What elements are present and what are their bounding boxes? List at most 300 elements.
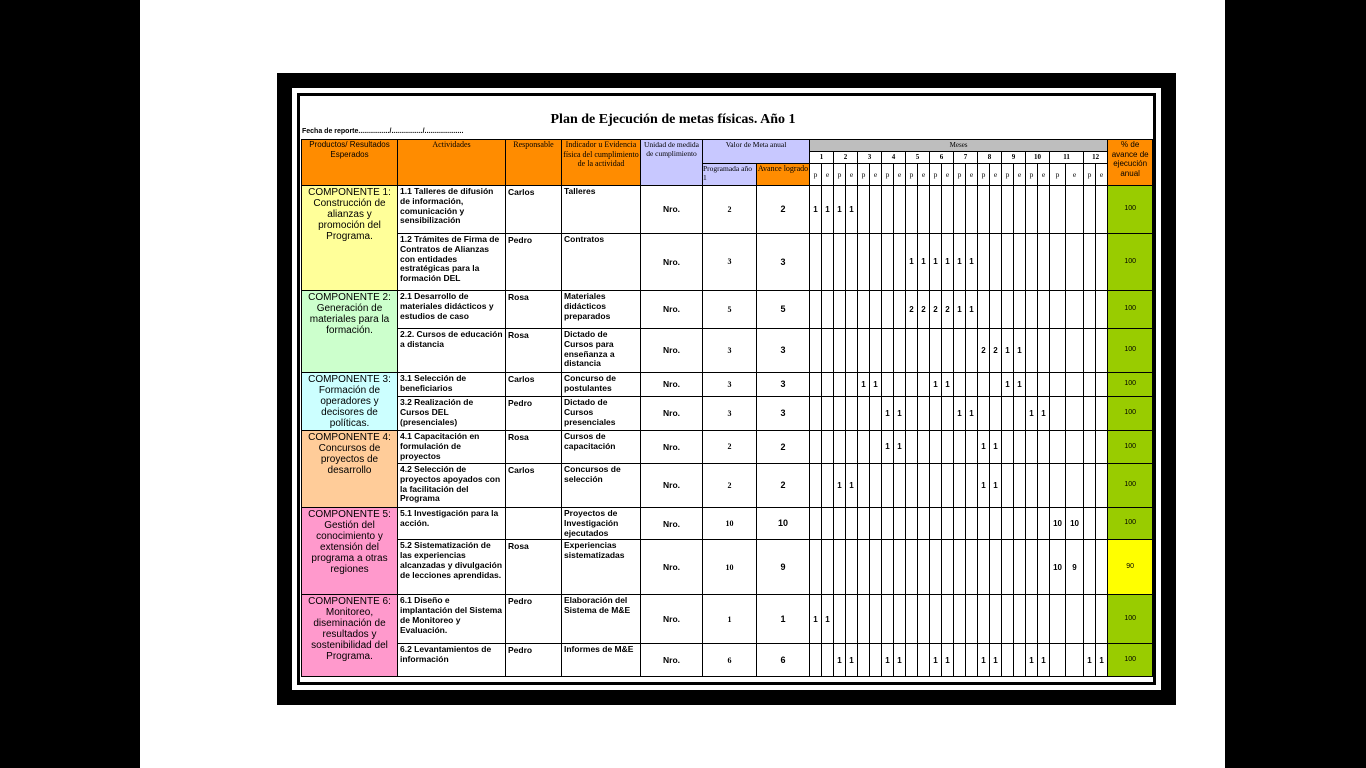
- pe-label: p: [906, 164, 918, 186]
- programada-cell: 3: [703, 234, 757, 291]
- month-value-cell: [834, 373, 846, 397]
- month-value-cell: 1: [918, 234, 930, 291]
- programada-cell: 10: [703, 508, 757, 540]
- pe-label: e: [1038, 164, 1050, 186]
- month-value-cell: [810, 373, 822, 397]
- month-value-cell: [894, 508, 906, 540]
- month-value-cell: 1: [942, 644, 954, 677]
- month-value-cell: [810, 540, 822, 595]
- month-value-cell: [918, 431, 930, 464]
- month-value-cell: [978, 508, 990, 540]
- month-value-cell: [1026, 595, 1038, 644]
- month-value-cell: [1050, 431, 1066, 464]
- month-value-cell: [1026, 508, 1038, 540]
- month-header: 5: [906, 152, 930, 164]
- month-value-cell: 1: [942, 373, 954, 397]
- month-value-cell: [1002, 234, 1014, 291]
- month-value-cell: [1050, 595, 1066, 644]
- month-value-cell: [834, 540, 846, 595]
- activity-cell: 4.1 Capacitación en formulación de proyectos: [398, 431, 506, 464]
- month-value-cell: [822, 540, 834, 595]
- month-value-cell: [834, 291, 846, 329]
- header-productos: Productos/ Resultados Esperados: [302, 140, 398, 186]
- unidad-cell: Nro.: [641, 397, 703, 431]
- responsable-cell: Pedro: [506, 595, 562, 644]
- month-value-cell: [966, 540, 978, 595]
- month-value-cell: [810, 508, 822, 540]
- avance-cell: 10: [757, 508, 810, 540]
- month-value-cell: [858, 595, 870, 644]
- table-row: [302, 644, 1153, 677]
- table-row: [302, 595, 1153, 644]
- month-value-cell: 2: [990, 329, 1002, 373]
- month-value-cell: [978, 234, 990, 291]
- month-value-cell: [894, 373, 906, 397]
- pct-cell: 100: [1108, 431, 1153, 464]
- month-value-cell: [822, 397, 834, 431]
- table-row: [302, 329, 1153, 373]
- month-value-cell: [966, 464, 978, 508]
- month-value-cell: [846, 234, 858, 291]
- programada-cell: 3: [703, 373, 757, 397]
- responsable-cell: Rosa: [506, 540, 562, 595]
- page-title: Plan de Ejecución de metas físicas. Año 1: [550, 112, 796, 127]
- unidad-cell: Nro.: [641, 464, 703, 508]
- month-value-cell: [906, 329, 918, 373]
- responsable-cell: Pedro: [506, 644, 562, 677]
- header-valor-meta: Valor de Meta anual: [703, 140, 810, 164]
- month-value-cell: [954, 595, 966, 644]
- month-value-cell: 1: [846, 186, 858, 234]
- month-value-cell: [1002, 291, 1014, 329]
- pct-cell: 100: [1108, 397, 1153, 431]
- month-value-cell: [882, 595, 894, 644]
- pe-label: p: [1026, 164, 1038, 186]
- month-value-cell: [858, 431, 870, 464]
- month-value-cell: [858, 644, 870, 677]
- pe-label: e: [942, 164, 954, 186]
- table-row: [302, 431, 1153, 464]
- responsable-cell: Carlos: [506, 373, 562, 397]
- pe-label: e: [870, 164, 882, 186]
- month-value-cell: [1038, 291, 1050, 329]
- month-value-cell: [834, 234, 846, 291]
- table-row: [302, 234, 1153, 291]
- month-value-cell: [990, 234, 1002, 291]
- month-value-cell: 1: [1014, 373, 1026, 397]
- month-value-cell: [858, 397, 870, 431]
- month-value-cell: [1084, 291, 1096, 329]
- responsable-cell: Rosa: [506, 291, 562, 329]
- month-value-cell: [990, 186, 1002, 234]
- month-value-cell: 1: [966, 291, 978, 329]
- month-value-cell: [822, 373, 834, 397]
- month-value-cell: [1050, 234, 1066, 291]
- header-meses: Meses: [810, 140, 1108, 152]
- month-value-cell: 1: [978, 431, 990, 464]
- month-value-cell: [846, 373, 858, 397]
- month-value-cell: [1026, 186, 1038, 234]
- programada-cell: 2: [703, 431, 757, 464]
- month-value-cell: 1: [834, 644, 846, 677]
- month-value-cell: [1014, 186, 1026, 234]
- month-value-cell: [1014, 644, 1026, 677]
- month-value-cell: 10: [1050, 540, 1066, 595]
- month-value-cell: [1066, 291, 1084, 329]
- month-value-cell: 1: [1002, 329, 1014, 373]
- month-value-cell: [858, 234, 870, 291]
- month-value-cell: [918, 464, 930, 508]
- month-value-cell: [1084, 397, 1096, 431]
- pct-cell: 100: [1108, 234, 1153, 291]
- month-value-cell: [846, 508, 858, 540]
- month-value-cell: [834, 595, 846, 644]
- month-value-cell: 1: [1084, 644, 1096, 677]
- month-value-cell: [1096, 431, 1108, 464]
- pe-label: e: [846, 164, 858, 186]
- month-value-cell: 1: [882, 644, 894, 677]
- month-value-cell: [870, 464, 882, 508]
- table-row: [302, 373, 1153, 397]
- activity-cell: 2.2. Cursos de educación a distancia: [398, 329, 506, 373]
- month-value-cell: [1084, 431, 1096, 464]
- month-value-cell: [810, 291, 822, 329]
- month-value-cell: [918, 373, 930, 397]
- indicador-cell: Cursos de capacitación: [562, 431, 641, 464]
- avance-cell: 6: [757, 644, 810, 677]
- month-value-cell: [1050, 373, 1066, 397]
- header-actividades: Actividades: [398, 140, 506, 186]
- indicador-cell: Talleres: [562, 186, 641, 234]
- month-value-cell: 1: [978, 464, 990, 508]
- month-value-cell: 1: [942, 234, 954, 291]
- month-value-cell: [858, 329, 870, 373]
- avance-cell: 2: [757, 186, 810, 234]
- month-value-cell: [1002, 397, 1014, 431]
- month-value-cell: [906, 186, 918, 234]
- month-header: 3: [858, 152, 882, 164]
- month-value-cell: 1: [810, 186, 822, 234]
- month-value-cell: [1038, 464, 1050, 508]
- pct-cell: 90: [1108, 540, 1153, 595]
- responsable-cell: Carlos: [506, 186, 562, 234]
- table-row: [302, 291, 1153, 329]
- month-value-cell: 1: [1038, 644, 1050, 677]
- month-value-cell: [894, 540, 906, 595]
- month-header: 1: [810, 152, 834, 164]
- pe-label: e: [1066, 164, 1084, 186]
- unidad-cell: Nro.: [641, 291, 703, 329]
- month-value-cell: [978, 595, 990, 644]
- month-value-cell: [822, 291, 834, 329]
- month-value-cell: [1038, 508, 1050, 540]
- month-value-cell: [1096, 595, 1108, 644]
- month-value-cell: [846, 291, 858, 329]
- month-value-cell: [906, 397, 918, 431]
- activity-cell: 6.2 Levantamientos de información: [398, 644, 506, 677]
- indicador-cell: Concursos de selección: [562, 464, 641, 508]
- month-value-cell: [990, 397, 1002, 431]
- month-value-cell: [1050, 186, 1066, 234]
- month-header: 2: [834, 152, 858, 164]
- table-row: [302, 540, 1153, 595]
- month-value-cell: 1: [954, 291, 966, 329]
- activity-cell: 6.1 Diseño e implantación del Sistema de Monitoreo y Evaluación.: [398, 595, 506, 644]
- month-value-cell: 1: [846, 464, 858, 508]
- month-value-cell: [954, 329, 966, 373]
- month-value-cell: [1038, 373, 1050, 397]
- month-value-cell: 1: [954, 397, 966, 431]
- month-value-cell: [942, 595, 954, 644]
- header-programada: Programada año 1: [703, 164, 757, 186]
- month-value-cell: 1: [930, 234, 942, 291]
- unidad-cell: Nro.: [641, 329, 703, 373]
- month-value-cell: [1002, 464, 1014, 508]
- month-value-cell: [858, 186, 870, 234]
- month-value-cell: [810, 329, 822, 373]
- month-value-cell: [822, 644, 834, 677]
- activity-cell: 3.1 Selección de beneficiarios: [398, 373, 506, 397]
- month-value-cell: 1: [1026, 397, 1038, 431]
- month-value-cell: [882, 291, 894, 329]
- month-header: 11: [1050, 152, 1084, 164]
- responsable-cell: Rosa: [506, 329, 562, 373]
- month-value-cell: [966, 508, 978, 540]
- month-value-cell: [906, 644, 918, 677]
- month-value-cell: [870, 329, 882, 373]
- component-cell: COMPONENTE 3: Formación de operadores y decisores de políticas.: [302, 373, 398, 431]
- month-value-cell: [1038, 234, 1050, 291]
- programada-cell: 2: [703, 186, 757, 234]
- programada-cell: 5: [703, 291, 757, 329]
- month-value-cell: [1026, 431, 1038, 464]
- month-value-cell: [846, 397, 858, 431]
- pe-label: e: [966, 164, 978, 186]
- month-value-cell: [942, 431, 954, 464]
- month-value-cell: [942, 508, 954, 540]
- avance-cell: 3: [757, 234, 810, 291]
- month-value-cell: [870, 397, 882, 431]
- month-value-cell: [918, 595, 930, 644]
- month-value-cell: [1038, 186, 1050, 234]
- month-value-cell: 1: [834, 186, 846, 234]
- month-value-cell: [1096, 464, 1108, 508]
- pe-label: p: [1002, 164, 1014, 186]
- month-value-cell: [1084, 373, 1096, 397]
- month-value-cell: [1084, 464, 1096, 508]
- component-cell: COMPONENTE 2: Generación de materiales para la formación.: [302, 291, 398, 373]
- month-value-cell: [906, 595, 918, 644]
- month-value-cell: [870, 234, 882, 291]
- month-value-cell: [846, 329, 858, 373]
- month-value-cell: [918, 186, 930, 234]
- month-value-cell: [1066, 464, 1084, 508]
- month-value-cell: 2: [918, 291, 930, 329]
- pe-label: e: [822, 164, 834, 186]
- month-value-cell: 1: [1096, 644, 1108, 677]
- month-value-cell: [1038, 431, 1050, 464]
- activity-cell: 5.2 Sistematización de las experiencias alcanzadas y divulgación de lecciones aprendidas.: [398, 540, 506, 595]
- month-value-cell: 1: [1026, 644, 1038, 677]
- month-value-cell: [918, 397, 930, 431]
- indicador-cell: Elaboración del Sistema de M&E: [562, 595, 641, 644]
- activity-cell: 5.1 Investigación para la acción.: [398, 508, 506, 540]
- pct-cell: 100: [1108, 644, 1153, 677]
- month-value-cell: [930, 329, 942, 373]
- pe-label: p: [858, 164, 870, 186]
- pe-label: e: [1096, 164, 1108, 186]
- month-value-cell: [978, 373, 990, 397]
- month-value-cell: [858, 540, 870, 595]
- header-responsable: Responsable: [506, 140, 562, 186]
- month-value-cell: [930, 186, 942, 234]
- month-value-cell: [834, 329, 846, 373]
- month-value-cell: 1: [870, 373, 882, 397]
- month-value-cell: [1014, 291, 1026, 329]
- unidad-cell: Nro.: [641, 595, 703, 644]
- pe-label: p: [930, 164, 942, 186]
- month-value-cell: [1084, 540, 1096, 595]
- month-value-cell: [1050, 329, 1066, 373]
- month-header: 12: [1084, 152, 1108, 164]
- month-value-cell: [954, 186, 966, 234]
- responsable-cell: Carlos: [506, 464, 562, 508]
- month-header: 10: [1026, 152, 1050, 164]
- avance-cell: 2: [757, 431, 810, 464]
- month-value-cell: [1038, 595, 1050, 644]
- month-value-cell: 1: [990, 644, 1002, 677]
- component-cell: COMPONENTE 1: Construcción de alianzas y promoción del Programa.: [302, 186, 398, 291]
- activity-cell: 4.2 Selección de proyectos apoyados con la facilitación del Programa: [398, 464, 506, 508]
- month-value-cell: [942, 397, 954, 431]
- pe-label: p: [882, 164, 894, 186]
- pct-cell: 100: [1108, 464, 1153, 508]
- month-value-cell: [1096, 397, 1108, 431]
- month-value-cell: [846, 595, 858, 644]
- month-value-cell: [834, 508, 846, 540]
- month-value-cell: [894, 329, 906, 373]
- month-value-cell: [1038, 540, 1050, 595]
- component-cell: COMPONENTE 5: Gestión del conocimiento y extensión del programa a otras regiones: [302, 508, 398, 595]
- month-value-cell: [846, 540, 858, 595]
- month-value-cell: [1014, 431, 1026, 464]
- month-value-cell: [1002, 644, 1014, 677]
- activity-cell: 1.1 Talleres de difusión de información, comunicación y sensibilización: [398, 186, 506, 234]
- programada-cell: 1: [703, 595, 757, 644]
- month-value-cell: [942, 329, 954, 373]
- month-value-cell: [882, 234, 894, 291]
- month-value-cell: [1096, 291, 1108, 329]
- month-value-cell: [1002, 508, 1014, 540]
- component-cell: COMPONENTE 4: Concursos de proyectos de desarrollo: [302, 431, 398, 508]
- month-value-cell: 1: [894, 644, 906, 677]
- responsable-cell: Pedro: [506, 397, 562, 431]
- avance-cell: 3: [757, 397, 810, 431]
- month-value-cell: [954, 540, 966, 595]
- month-header: 9: [1002, 152, 1026, 164]
- month-value-cell: [822, 329, 834, 373]
- month-value-cell: [882, 508, 894, 540]
- header-pct: % de avance de ejecución anual: [1108, 140, 1153, 186]
- month-value-cell: [870, 431, 882, 464]
- month-value-cell: [1066, 397, 1084, 431]
- responsable-cell: Pedro: [506, 234, 562, 291]
- pe-label: p: [1050, 164, 1066, 186]
- responsable-cell: [506, 508, 562, 540]
- month-value-cell: [870, 291, 882, 329]
- month-value-cell: 1: [1014, 329, 1026, 373]
- pe-label: p: [1084, 164, 1096, 186]
- activity-cell: 1.2 Trámites de Firma de Contratos de Alianzas con entidades estratégicas para la formación DEL: [398, 234, 506, 291]
- month-value-cell: [1066, 595, 1084, 644]
- month-value-cell: [954, 464, 966, 508]
- month-value-cell: [906, 431, 918, 464]
- month-value-cell: [882, 373, 894, 397]
- month-value-cell: [834, 431, 846, 464]
- month-value-cell: 1: [1002, 373, 1014, 397]
- indicador-cell: Experiencias sistematizadas: [562, 540, 641, 595]
- month-value-cell: [1066, 644, 1084, 677]
- month-value-cell: [918, 329, 930, 373]
- header-avance: Avance logrado: [757, 164, 810, 186]
- month-value-cell: 1: [954, 234, 966, 291]
- indicador-cell: Contratos: [562, 234, 641, 291]
- month-value-cell: [954, 431, 966, 464]
- month-value-cell: [1026, 373, 1038, 397]
- month-value-cell: [1014, 464, 1026, 508]
- month-value-cell: [990, 291, 1002, 329]
- month-value-cell: 1: [894, 397, 906, 431]
- month-value-cell: [990, 595, 1002, 644]
- pct-cell: 100: [1108, 373, 1153, 397]
- unidad-cell: Nro.: [641, 186, 703, 234]
- activity-cell: 2.1 Desarrollo de materiales didácticos y estudios de caso: [398, 291, 506, 329]
- month-value-cell: [978, 397, 990, 431]
- month-value-cell: [930, 508, 942, 540]
- indicador-cell: Proyectos de Investigación ejecutados: [562, 508, 641, 540]
- month-value-cell: 1: [990, 431, 1002, 464]
- plan-table: [301, 139, 1153, 677]
- month-value-cell: [894, 234, 906, 291]
- month-value-cell: [1084, 595, 1096, 644]
- month-value-cell: [930, 595, 942, 644]
- month-value-cell: 1: [846, 644, 858, 677]
- table-row: [302, 508, 1153, 540]
- pe-label: p: [978, 164, 990, 186]
- month-value-cell: [906, 464, 918, 508]
- month-value-cell: [966, 329, 978, 373]
- month-value-cell: [810, 464, 822, 508]
- month-value-cell: [966, 431, 978, 464]
- month-value-cell: 1: [966, 397, 978, 431]
- month-value-cell: [882, 186, 894, 234]
- month-value-cell: [1026, 464, 1038, 508]
- report-date-line: Fecha de reporte................/................/....................: [302, 128, 464, 135]
- header-unidad: Unidad de medida de cumplimiento: [641, 140, 703, 186]
- indicador-cell: Informes de M&E: [562, 644, 641, 677]
- month-value-cell: 10: [1050, 508, 1066, 540]
- pe-label: e: [918, 164, 930, 186]
- month-value-cell: [870, 540, 882, 595]
- month-value-cell: [1066, 431, 1084, 464]
- month-value-cell: [810, 397, 822, 431]
- month-value-cell: [906, 540, 918, 595]
- month-value-cell: [918, 540, 930, 595]
- pe-label: p: [954, 164, 966, 186]
- month-value-cell: [978, 291, 990, 329]
- programada-cell: 10: [703, 540, 757, 595]
- month-value-cell: [1002, 540, 1014, 595]
